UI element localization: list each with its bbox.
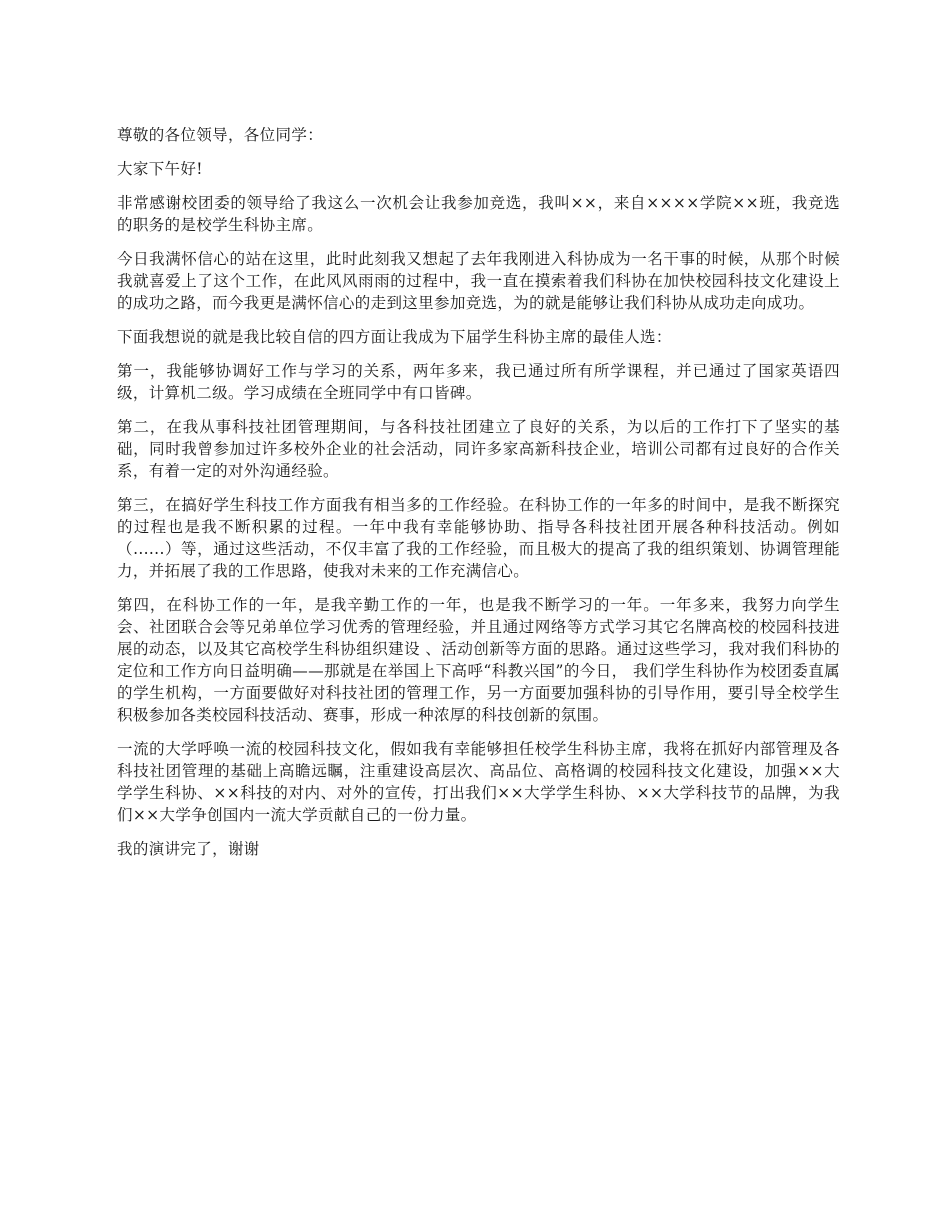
paragraph-background: 今日我满怀信心的站在这里，此时此刻我又想起了去年我刚进入科协成为一名干事的时候，从那个时候我就喜爱上了这个工作，在此风风雨雨的过程中，我一直在摸索着我们科协在加快校园科技文化建设上的成功之路，而今我更是满怀信心的走到这里参加竞选，为的就是能够让我们科协从成功走向成功。 [117, 250, 840, 312]
paragraph-fourth: 第四，在科协工作的一年，是我辛勤工作的一年，也是我不断学习的一年。一年多来，我努力向学生会、社团联合会等兄弟单位学习优秀的管理经验，并且通过网络等方式学习其它名牌高校的校园科技进展的动态，以及其它高校学生科协组织建设 、活动创新等方面的思路。通过这些学习，我对我们科协的定位和工作方向日益明确——那就是在举国上下高呼“科教兴国”的今日， 我们学生科协作为校团委直属的学生机构，一方面要做好对科技社团的管理工作，另一方面要加强科协的引导作用，要引导全校学生积极参加各类校园科技活动、赛事，形成一种浓厚的科技创新的氛围。 [117, 596, 840, 724]
salutation: 尊敬的各位领导，各位同学： [117, 126, 324, 144]
paragraph-four-aspects: 下面我想说的就是我比较自信的四方面让我成为下届学生科协主席的最佳人选： [117, 328, 672, 346]
greeting: 大家下午好! [117, 160, 203, 178]
paragraph-first: 第一，我能够协调好工作与学习的关系，两年多来，我已通过所有所学课程，并已通过了国家英语四级，计算机二级。学习成绩在全班同学中有口皆碑。 [117, 362, 840, 402]
paragraph-vision: 一流的大学呼唤一流的校园科技文化，假如我有幸能够担任校学生科协主席，我将在抓好内部管理及各科技社团管理的基础上高瞻远瞩，注重建设高层次、高品位、高格调的校园科技文化建设，加强××大学学生科协、××科技的对内、对外的宣传，打出我们××大学学生科协、××大学科技节的品牌，为我们××大学争创国内一流大学贡献自己的一份力量。 [117, 740, 840, 824]
paragraph-second: 第二，在我从事科技社团管理期间，与各科技社团建立了良好的关系，为以后的工作打下了坚实的基础，同时我曾参加过许多校外企业的社会活动，同许多家高新科技企业，培训公司都有过良好的合作关系，有着一定的对外沟通经验。 [117, 418, 840, 480]
paragraph-third: 第三，在搞好学生科技工作方面我有相当多的工作经验。在科协工作的一年多的时间中，是我不断探究的过程也是我不断积累的过程。一年中我有幸能够协助、指导各科技社团开展各种科技活动。例如（......）等，通过这些活动，不仅丰富了我的工作经验，而且极大的提高了我的组织策划、协调管理能力，并拓展了我的工作思路，使我对未来的工作充满信心。 [117, 496, 840, 580]
closing-line: 我的演讲完了，谢谢 [117, 840, 260, 858]
document-page [117, 124, 840, 872]
paragraph-introduction: 非常感谢校团委的领导给了我这么一次机会让我参加竞选，我叫××，来自××××学院××班，我竞选的职务的是校学生科协主席。 [117, 194, 840, 234]
